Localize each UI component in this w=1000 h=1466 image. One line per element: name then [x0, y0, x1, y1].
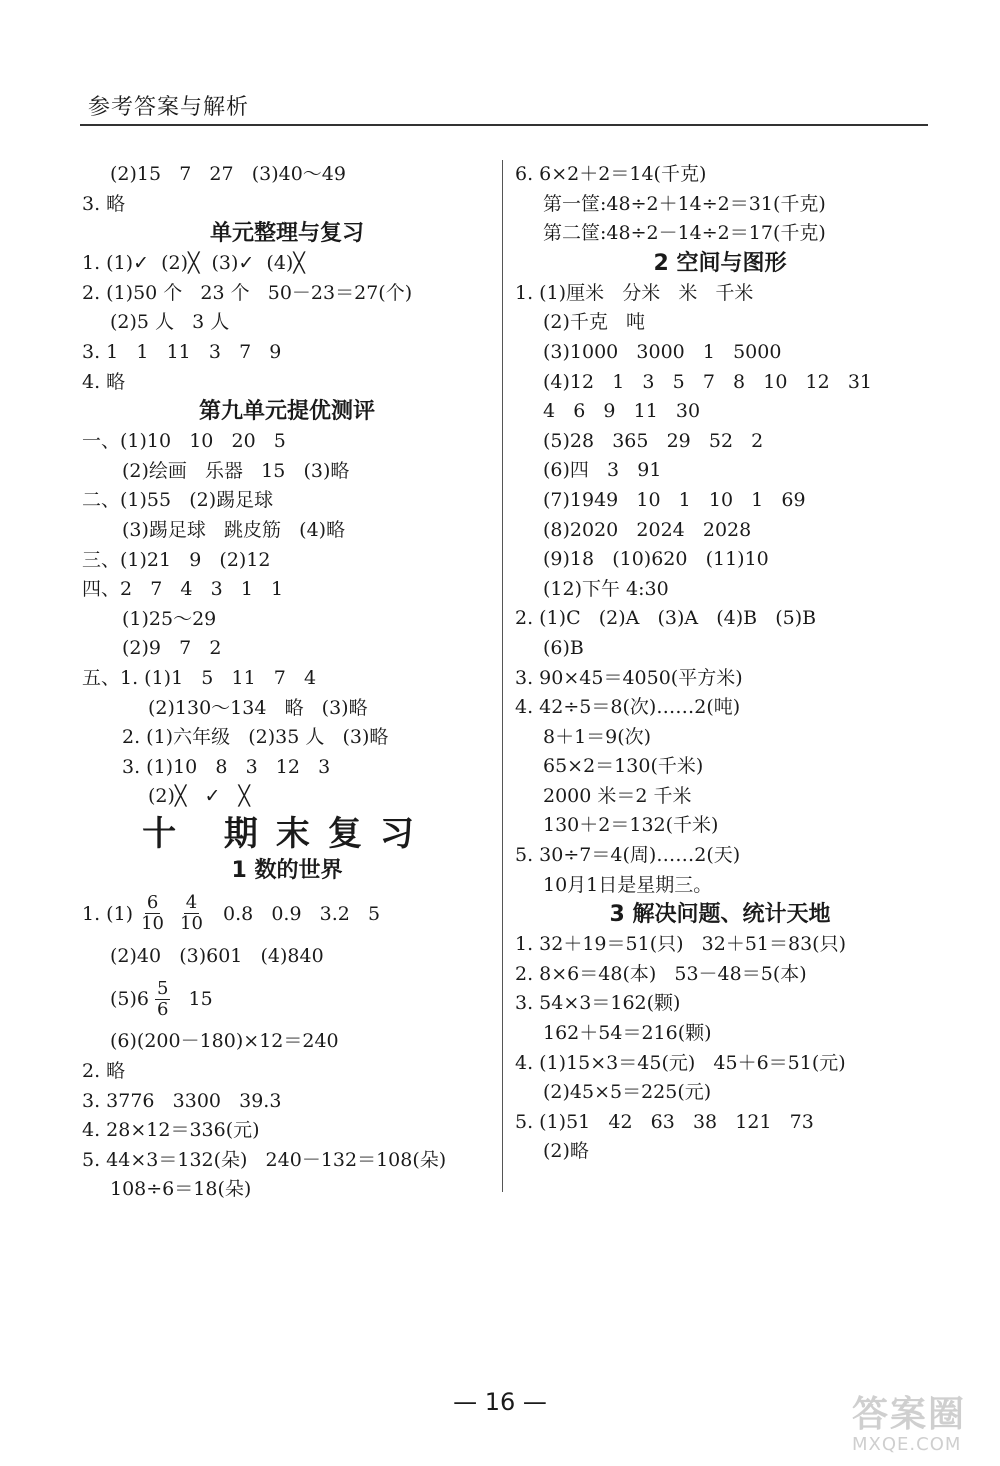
answer-line: 2. 略 [82, 1060, 126, 1083]
column-divider [502, 160, 503, 1192]
answer-line: 第二筐:48÷2－14÷2＝17(千克) [543, 222, 826, 245]
fraction [155, 979, 170, 1020]
answer-line: 4. (1)15×3＝45(元) 45＋6＝51(元) [515, 1051, 846, 1074]
answer-line: 2000 米＝2 千米 [543, 784, 692, 807]
answer-line: (12)下午 4:30 [543, 577, 669, 600]
answer-line: 10月1日是星期三。 [543, 873, 713, 896]
answer-line: (3)1000 3000 1 5000 [543, 340, 782, 363]
section-title-unit9: 第九单元提优测评 [198, 399, 375, 425]
header-rule [80, 124, 928, 126]
answer-prefix: (5)6 [110, 988, 150, 1011]
fraction-denominator: 10 [180, 913, 203, 935]
chapter-title-final-review: 十 期末复习 [142, 813, 432, 854]
answer-line: (8)2020 2024 2028 [543, 518, 752, 541]
watermark-url: MXQE.COM [852, 1434, 962, 1455]
answer-line: (2)千克 吨 [543, 311, 646, 334]
answer-line: 5. 44×3＝132(朵) 240－132＝108(朵) [82, 1148, 447, 1171]
answer-line: (1)25～29 [122, 607, 217, 630]
answer-line: 第一筐:48÷2＋14÷2＝31(千克) [543, 192, 826, 215]
answer-line: 5. (1)51 42 63 38 121 73 [515, 1110, 814, 1133]
answer-line: 1. (1)✓ (2)╳ (3)✓ (4)╳ [82, 252, 305, 275]
answer-line: (6)B [543, 636, 584, 659]
answer-line: 162＋54＝216(颗) [543, 1022, 712, 1045]
answer-line: (6)(200－180)×12＝240 [110, 1030, 339, 1053]
answer-line: (9)18 (10)620 (11)10 [543, 548, 769, 571]
left-column [82, 160, 492, 1205]
answer-line: 3. 90×45＝4050(平方米) [515, 666, 743, 689]
answer-line: (2)╳ ✓ ╳ [148, 785, 250, 808]
answer-line: 一、(1)10 10 20 5 [82, 430, 286, 453]
fraction-denominator: 6 [157, 998, 169, 1020]
answer-line: 三、(1)21 9 (2)12 [82, 548, 271, 571]
answer-line: (2)15 7 27 (3)40～49 [110, 163, 346, 185]
answer-line: (2)40 (3)601 (4)840 [110, 944, 324, 967]
answer-line: 4 6 9 11 30 [543, 400, 701, 423]
section-title-problems-statistics: 3 解决问题、统计天地 [609, 902, 831, 928]
answer-line: 4. 略 [82, 370, 126, 393]
answer-line: 4. 42÷5＝8(次)……2(吨) [515, 696, 741, 719]
answer-prefix: 1. (1) [82, 902, 134, 925]
answer-line: 130＋2＝132(千米) [543, 814, 719, 837]
fraction-numerator: 4 [185, 892, 198, 914]
answer-line: (3)踢足球 跳皮筋 (4)略 [122, 518, 346, 541]
answer-line: (7)1949 10 1 10 1 69 [543, 488, 806, 511]
answer-line-fractions [82, 886, 492, 942]
fraction-numerator: 6 [146, 892, 159, 914]
answer-line: 65×2＝130(千米) [543, 755, 704, 778]
answer-line: 二、(1)55 (2)踢足球 [82, 489, 274, 512]
watermark-logo [852, 1396, 966, 1456]
answer-line: (5)28 365 29 52 2 [543, 429, 764, 452]
page-header-title: 参考答案与解析 [88, 95, 250, 120]
answer-line: 3. 3776 3300 39.3 [82, 1089, 282, 1112]
answer-line: (2)略 [543, 1140, 589, 1163]
answer-suffix: 15 [176, 988, 213, 1011]
answer-line: 5. 30÷7＝4(周)……2(天) [515, 844, 741, 867]
fraction [178, 893, 205, 934]
fraction-denominator: 10 [141, 913, 164, 935]
section-title-unit-review: 单元整理与复习 [209, 221, 364, 247]
answer-line: 3. 1 1 11 3 7 9 [82, 340, 282, 363]
answer-line: 8＋1＝9(次) [543, 725, 652, 748]
answer-line: (6)四 3 91 [543, 459, 662, 482]
answer-line: (2)绘画 乐器 15 (3)略 [122, 459, 350, 482]
answer-line: (2)130～134 略 (3)略 [148, 696, 368, 719]
answer-line: (4)12 1 3 5 7 8 10 12 31 [543, 370, 873, 393]
answer-line: 2. (1)六年级 (2)35 人 (3)略 [122, 726, 389, 749]
fraction [139, 893, 166, 934]
answer-line: (2)5 人 3 人 [110, 311, 230, 334]
right-column [515, 160, 925, 1167]
answer-line: (2)9 7 2 [122, 637, 222, 660]
answer-line: 1. (1)厘米 分米 米 千米 [515, 281, 754, 304]
page-number: — 16 — [453, 1388, 547, 1416]
answer-line: 2. (1)C (2)A (3)A (4)B (5)B [515, 607, 817, 630]
answer-line: 108÷6＝18(朵) [110, 1178, 252, 1201]
answer-line: 3. 略 [82, 192, 126, 215]
section-title-space-shapes: 2 空间与图形 [653, 250, 787, 276]
answer-line: 3. 54×3＝162(颗) [515, 992, 681, 1015]
answer-line-fraction [82, 971, 492, 1027]
answer-line: (2)45×5＝225(元) [543, 1081, 712, 1104]
fraction-numerator: 5 [157, 977, 169, 999]
watermark-text: 答案圈 [852, 1394, 967, 1435]
answer-line: 2. (1)50 个 23 个 50－23＝27(个) [82, 281, 413, 304]
answer-line: 6. 6×2＋2＝14(千克) [515, 163, 707, 185]
answer-line: 3. (1)10 8 3 12 3 [122, 755, 331, 778]
answer-line: 4. 28×12＝336(元) [82, 1119, 260, 1142]
answer-line: 四、2 7 4 3 1 1 [82, 578, 284, 601]
answer-line: 五、1. (1)1 5 11 7 4 [82, 666, 317, 689]
section-title-number-world: 1 数的世界 [231, 857, 343, 883]
answer-suffix: 0.8 0.9 3.2 5 [210, 902, 381, 925]
answer-line: 1. 32＋19＝51(只) 32＋51＝83(只) [515, 933, 846, 956]
answer-line: 2. 8×6＝48(本) 53－48＝5(本) [515, 962, 807, 985]
